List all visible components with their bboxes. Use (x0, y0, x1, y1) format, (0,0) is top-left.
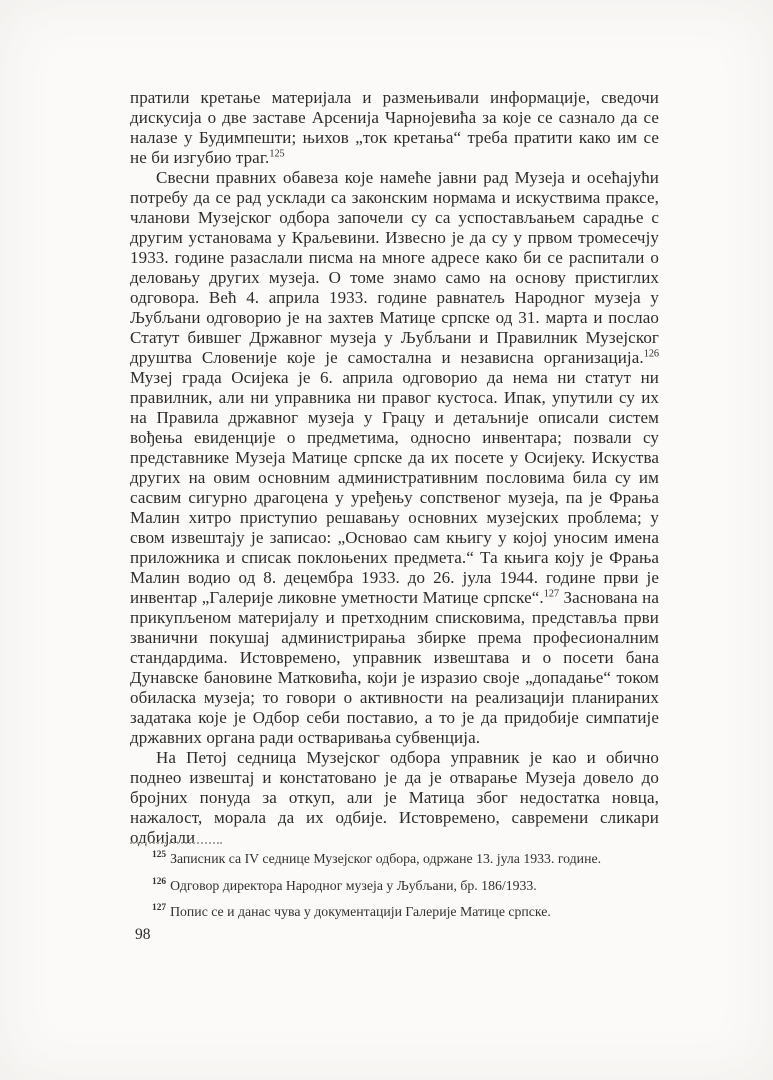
paragraph: пратили кретање материјала и размењивали информације, сведочи дискусија о две заставе Арсенија Чарнојевића за које се сазнало да се налазе у Будимпешти; њихов „ток кретања“ треба пратити како им се не би изгубио траг.$^{125}$ (130, 88, 659, 167)
footnote: $^{127}$ Попис се и данас чува у документацији Галерије Матице српске. (152, 903, 551, 919)
footnote-number: 125 (152, 850, 167, 861)
footnote-number: 126 (152, 876, 167, 887)
footnote-area (130, 842, 659, 930)
footnote-ref: 125 (269, 148, 285, 160)
footnote-ref: 126 (643, 348, 659, 360)
footnote: $^{126}$ Одговор директора Народног музеја у Љубљани, бр. 186/1933. (152, 876, 537, 893)
footnote-number: 127 (152, 903, 167, 914)
footnote-separator (130, 842, 222, 844)
body-text (130, 88, 659, 848)
paragraph: На Петој седница Музејског одбора управник је као и обично поднео извештај и констатовано је да је отварање Музеја довело до бројних понуда за откуп, али је Матица због недостатка новца, нажалост, морала да их одбије. Истовремено, савремени сликари одбијали (130, 748, 659, 847)
footnote: $^{125}$ Записник са IV седнице Музејског одбора, одржане 13. јула 1933. године. (152, 850, 602, 866)
page-number: 98 (135, 926, 151, 943)
footnote-list (130, 850, 659, 921)
footnote-ref: 127 (543, 588, 560, 600)
paragraph: Свесни правних обавеза које намеће јавни рад Музеја и осећајући потребу да се рад усклади са законским нормама и искуствима праксе, чланови Музејског одбора започели су са успостављањем сарадње с другим установама у Краљевини. Извесно је да су у првом тромесечју 1933. године разаслали писма на многе адресе како би се распитали о деловању других музеја. О томе знамо само на основу пристиглих одговора. Већ 4. априла 1933. године равнатељ Народног музеја у Љубљани одговорио је на захтев Матице српске од 31. марта и послао Статут бившег Државног музеја у Љубљани и Правилник Музејског друштва Словеније које је самостална и независна организација.$^{126}$ Музеј града Осијека је 6. априла одговорио да нема ни статут ни правилник, али ни управника ни правог кустоса. Ипак, упутили су их на Правила државног музеја у Грацу и детаљније описали систем вођења евиденције о предметима, односно инвентара; позвали су представнике Музеја Матице српске да их посете у Осијеку. Искуства других на овим основним административним пословима била су им сасвим сигурно драгоцена у уређењу сопственог музеја, па је Фрања Малин хитро приступио решавању основних музејских проблема; у свом извештају је записао: „Основао сам књигу у којој уносим имена приложника и списак поклоњених предмета.“ Та књига коју је Фрања Малин водио од 8. децембра 1933. до 26. јула 1944. године први је инвентар „Галерије ликовне уметности Матице српске“.$^{127}$ Заснована на прикупљеном материјалу и претходним списковима, представља први званични покушај администрирања збирке према професионалним стандардима. Истовремено, управник извештава и о посети бана Дунавске бановине Матковића, који је изразио своје „допадање“ током обиласка музеја; то говори о активности на реализацији планираних задатака које је Одбор себи поставио, а то је да придобије симпатије државних органа ради остваривања субвенција. (130, 168, 659, 747)
